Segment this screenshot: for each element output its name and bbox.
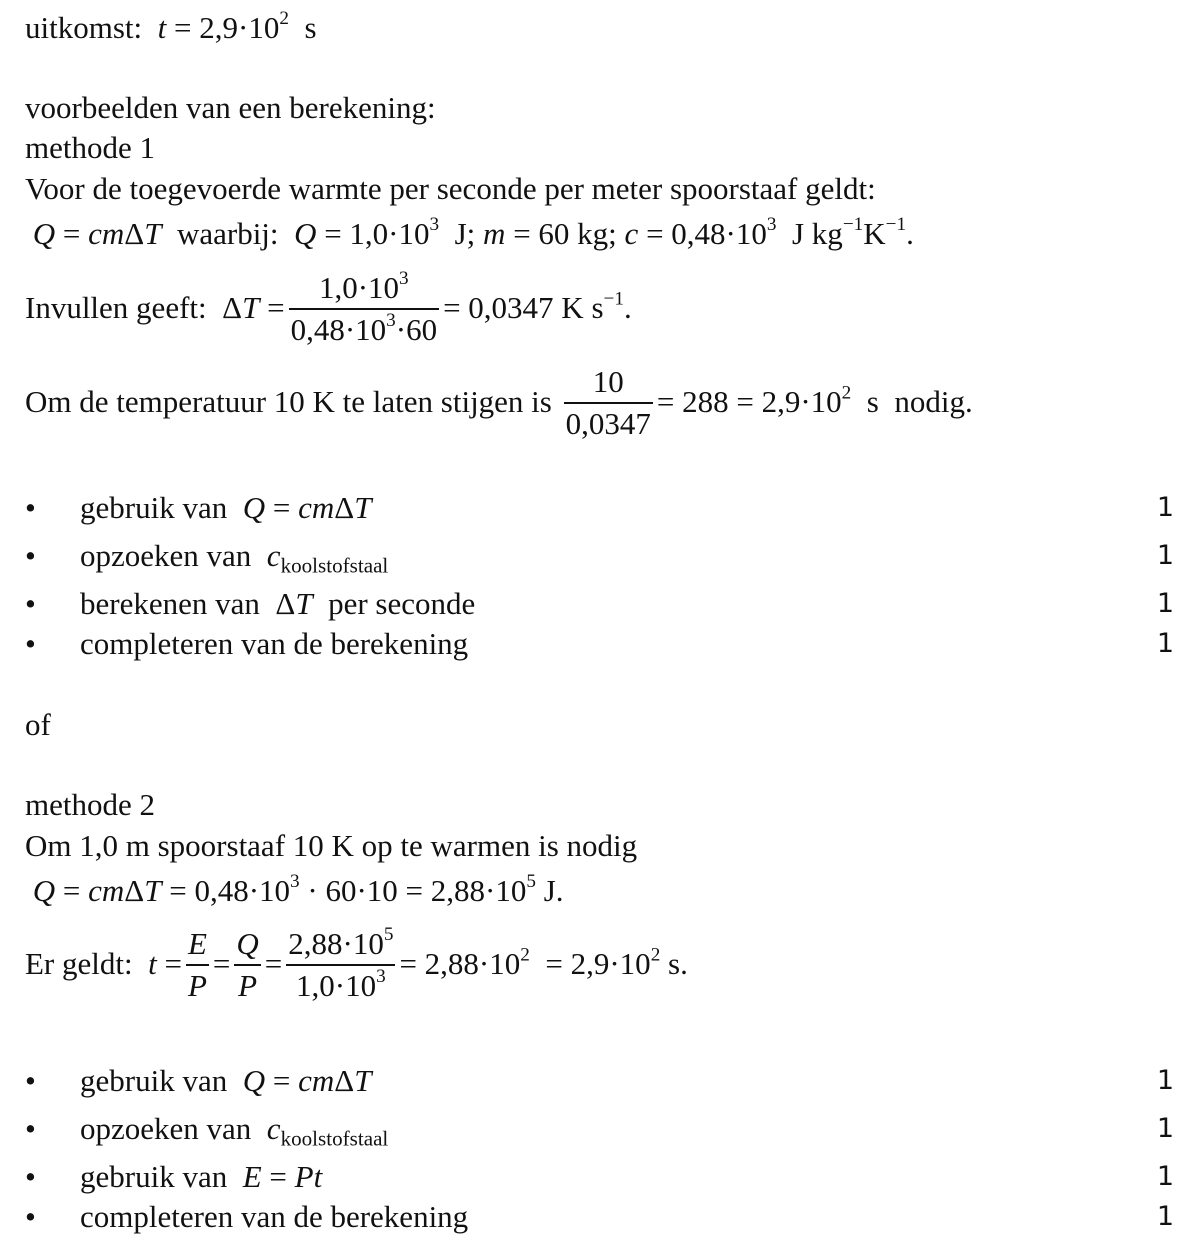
bullet: • [25, 586, 36, 621]
method1-line1: Voor de toegevoerde warmte per seconde per meter spoorstaaf geldt: [25, 171, 876, 206]
fraction: $\frac{1,0\cdot 10^3}{0,48\cdot 10^3\cdot 60}$ [290, 268, 438, 347]
score: 1 [1156, 588, 1174, 619]
method1-line4-text: Om de temperatuur 10 K te laten stijgen is [25, 384, 552, 420]
method2-line1: Om 1,0 m spoorstaaf 10 K op te warmen is nodig [25, 828, 638, 863]
method1-line4: Om de temperatuur 10 K te laten stijgen is $\frac{10}{0,0347}$ = $288 = 2,9\cdot 10^2$ s nodig. [25, 364, 973, 446]
bullet: • [25, 1063, 36, 1098]
bullet: • [25, 626, 36, 661]
score: 1 [1156, 1201, 1174, 1232]
method1-line3: Invullen geeft: ΔT = $\frac{1,0\cdot 10^3}{0,48\cdot 10^3\cdot 60}$ = 0,0347 K $s^{-1}$. [25, 270, 632, 352]
score: 1 [1156, 540, 1174, 571]
bullet: • [25, 490, 36, 525]
bullet: • [25, 1199, 36, 1234]
method2-criterion-1: • gebruik van Q = cmΔT 1 [25, 1063, 1174, 1098]
or-label: of [25, 707, 51, 742]
fraction: $\frac{E}{P}$ [187, 926, 207, 1003]
score: 1 [1156, 492, 1174, 523]
bullet: • [25, 538, 36, 573]
score: 1 [1156, 628, 1174, 659]
bullet: • [25, 1159, 36, 1194]
method2-line3-label: Er geldt: [25, 946, 133, 982]
intro-text: voorbeelden van een berekening: [25, 90, 436, 125]
score: 1 [1156, 1113, 1174, 1144]
result-formula: $t = 2,9\cdot 10^2$ s [157, 8, 317, 45]
score: 1 [1156, 1161, 1174, 1192]
method2-criterion-3: • gebruik van E = Pt 1 [25, 1159, 1174, 1194]
method1-line2: Q = cmΔT waarbij: $Q = 1,0\cdot 10^3$ J; m = 60 kg; $c = 0,48\cdot 10^3$ J $kg^{-1}K^{-1}$. [32, 214, 914, 251]
score: 1 [1156, 1065, 1174, 1096]
method2-criterion-4 [0, 1199, 1182, 1235]
result-line [25, 10, 317, 46]
fraction: $\frac{10}{0,0347}$ [565, 364, 651, 441]
method2-title: methode 2 [25, 787, 155, 822]
method2-line2: $Q = cm\Delta T = 0,48\cdot 10^3 \cdot 60\cdot 10 = 2,88\cdot 10^5$ J. [32, 871, 564, 908]
method1-criterion-3: • berekenen van ΔT per seconde 1 [25, 586, 1174, 621]
method1-line3-label: Invullen geeft: [25, 290, 207, 326]
method1-criterion-2: • opzoeken van $c_{koolstofstaal}$ 1 [25, 538, 1174, 578]
method2-criterion-2: • opzoeken van $c_{koolstofstaal}$ 1 [25, 1111, 1174, 1151]
method1-criterion-1: • gebruik van Q = cmΔT 1 [25, 490, 1174, 525]
fraction: $\frac{2,88\cdot 10^5}{1,0\cdot 10^3}$ [288, 924, 394, 1003]
bullet: • [25, 1111, 36, 1146]
method1-title: methode 1 [25, 130, 155, 165]
method2-line3: Er geldt: t = $\frac{E}{P}$ = $\frac{Q}{P}$ = $\frac{2,88\cdot 10^5}{1,0\cdot 10^3}$ = $2,88\cdot 10^2 = 2,9\cdot 10^2$ s. [25, 926, 688, 1008]
criterion-text: completeren van de berekening [80, 626, 469, 661]
fraction: $\frac{Q}{P}$ [236, 926, 259, 1003]
method1-criterion-4 [0, 626, 1182, 662]
result-label: uitkomst: [25, 10, 143, 45]
criterion-text: completeren van de berekening [80, 1199, 469, 1234]
